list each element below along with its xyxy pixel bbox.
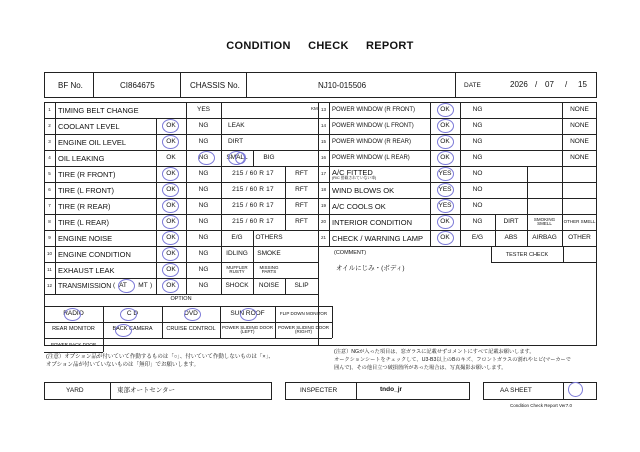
check-ng[interactable]: NG <box>198 201 209 209</box>
check-ng[interactable]: NG <box>198 137 209 145</box>
date-year[interactable]: 2026 <box>510 80 528 89</box>
bf-label: BF No. <box>58 81 83 90</box>
check-ng[interactable]: NG <box>198 153 209 161</box>
note-right-1: (注意）NGが入った項目は、窓ガラスに記載せずコメントにすべて記載お願いします。 <box>334 349 535 355</box>
check-ok[interactable]: OK <box>440 137 450 145</box>
check-ok[interactable]: OK <box>166 281 176 289</box>
transmission-mt[interactable]: MT <box>138 281 148 289</box>
extra-option-2[interactable]: SMOKING SMELL <box>533 216 556 226</box>
check-ng[interactable]: NG <box>472 105 483 113</box>
row-label: TRANSMISSION <box>58 283 112 290</box>
extra-option-2[interactable]: MISSING PARTS <box>259 264 279 274</box>
row-number: 18 <box>320 186 326 192</box>
row-number: 10 <box>46 250 52 256</box>
aa-sheet-label: AA SHEET <box>500 387 532 394</box>
check-none[interactable]: NONE <box>570 153 589 161</box>
check-ng[interactable]: E/G <box>471 233 484 241</box>
row-label: TIRE (R REAR) <box>58 202 111 211</box>
check-ok[interactable]: OK <box>166 169 176 177</box>
row-number: 21 <box>320 234 326 240</box>
date-sep-1: / <box>535 80 538 89</box>
check-none[interactable]: NONE <box>570 105 589 113</box>
check-ng[interactable]: NG <box>198 217 209 225</box>
check-ng[interactable]: NG <box>472 217 483 225</box>
check-none[interactable]: NONE <box>570 121 589 129</box>
selected-mark <box>162 135 179 149</box>
selected-mark <box>437 215 454 229</box>
check-ng[interactable]: NG <box>472 153 483 161</box>
date-month[interactable]: 07 <box>545 80 554 89</box>
check-ng[interactable]: NO <box>472 185 483 193</box>
row-label: POWER WINDOW (R FRONT) <box>332 107 415 113</box>
version-text: Condition Check Report Ver7.0 <box>510 403 573 408</box>
selected-mark <box>162 247 179 261</box>
tire-rft[interactable]: RFT <box>295 185 308 193</box>
grid-line-h <box>318 246 597 247</box>
check-ok[interactable]: OK <box>440 217 450 225</box>
yard-value[interactable]: 東部オートセンター <box>117 387 176 394</box>
row-number: 8 <box>48 218 51 224</box>
selected-mark <box>120 308 137 321</box>
selected-mark <box>162 279 179 293</box>
note-left-1: (注意）オプション品が付いていて作動するものは「○」、付いていて作動しないものは「×」、 <box>46 354 274 360</box>
selected-mark <box>437 231 454 245</box>
grid-line-h <box>44 352 103 353</box>
row-label: OIL LEAKING <box>58 154 105 163</box>
row-number: 15 <box>320 138 326 144</box>
extra-option-2[interactable]: AIRBAG <box>532 233 557 241</box>
bf-value[interactable]: CI864675 <box>120 81 155 90</box>
row-number: 7 <box>48 202 51 208</box>
page-title: CONDITION CHECK REPORT <box>226 40 414 52</box>
paren: ) <box>150 282 153 289</box>
date-sep-2: / <box>565 80 568 89</box>
check-ok[interactable]: OK <box>166 185 176 193</box>
check-ng[interactable]: NG <box>198 265 209 273</box>
comment-text[interactable]: オイルにじみ・(ボディ) <box>336 265 405 272</box>
selected-mark <box>235 152 246 164</box>
row-number: 5 <box>48 170 51 176</box>
note-right-2: オークションシートをチェックして、U3-B3以上のBのキズ、フロントガラスの割れやヒビ(マーカーで <box>334 357 571 363</box>
row-number: 4 <box>48 154 51 160</box>
check-ng[interactable]: NG <box>472 137 483 145</box>
extra-option-1[interactable]: E/G <box>231 233 243 241</box>
extra-option-2[interactable]: SMOKE <box>257 249 281 257</box>
row-label: POWER WINDOW (R REAR) <box>332 139 411 145</box>
row-label: INTERIOR CONDITION <box>332 218 412 227</box>
extra-option-2[interactable]: OTHERS <box>255 233 283 241</box>
row-number: 1 <box>48 106 51 112</box>
check-ok[interactable]: OK <box>166 249 176 257</box>
row-number: 17 <box>320 170 326 176</box>
selected-mark <box>115 324 132 337</box>
row-number: 6 <box>48 186 51 192</box>
grid-line-v <box>103 338 104 352</box>
selected-mark <box>437 199 454 213</box>
row-sublabel: (R/C 搭載されていない車) <box>332 176 377 180</box>
option-item[interactable]: DVD <box>184 309 198 317</box>
tester-check-label: TESTER CHECK <box>505 252 549 259</box>
note-right-3: 囲んで)、その他目立つ破損箇所があった場合は、写真撮影お願いします。 <box>334 365 507 371</box>
row-label: EXHAUST LEAK <box>58 266 115 275</box>
extra-option[interactable]: LEAK <box>228 122 245 129</box>
check-ok[interactable]: OK <box>440 121 450 129</box>
selected-mark <box>437 167 454 181</box>
option-label: OPTION <box>170 296 192 303</box>
grid-line-v <box>329 102 330 246</box>
selected-mark <box>118 279 135 293</box>
selected-mark <box>162 199 179 213</box>
option-item[interactable]: CRUISE CONTROL <box>166 326 216 333</box>
check-ok[interactable]: YES <box>438 201 452 209</box>
row-label: POWER WINDOW (L FRONT) <box>332 123 414 129</box>
inspector-label: INSPECTER <box>300 387 338 394</box>
yard-label: YARD <box>66 387 84 394</box>
check-ng[interactable]: NO <box>472 169 483 177</box>
date-day[interactable]: 15 <box>578 80 587 89</box>
check-ng[interactable]: NG <box>198 121 209 129</box>
row-label: A/C FITTED <box>332 168 373 177</box>
row-number: 9 <box>48 234 51 240</box>
grid-line-v <box>563 246 564 262</box>
row-label: TIRE (L REAR) <box>58 218 109 227</box>
selected-mark <box>198 151 215 165</box>
row-number: 11 <box>47 266 52 272</box>
row-number: 2 <box>48 122 51 128</box>
extra-option-1[interactable]: IDLING <box>226 249 248 257</box>
check-ng[interactable]: NG <box>198 169 209 177</box>
extra-option-3[interactable]: OTHER SMELL <box>563 218 596 224</box>
row-number: 19 <box>320 202 326 208</box>
check-ok[interactable]: YES <box>438 185 452 193</box>
chassis-label: CHASSIS No. <box>190 81 240 90</box>
row-label: TIRE (L FRONT) <box>58 186 114 195</box>
selected-mark <box>437 103 454 117</box>
tire-size[interactable]: 215 / 60 R 17 <box>232 201 274 209</box>
row-number: 16 <box>320 154 326 160</box>
grid-line-v <box>332 306 333 338</box>
option-item[interactable]: POWER SLIDING DOOR (RIGHT) <box>277 324 329 334</box>
check-ok[interactable]: OK <box>166 201 176 209</box>
check-ng[interactable]: NG <box>198 185 209 193</box>
inspector-value[interactable]: tndo_jr <box>380 386 403 393</box>
tire-size[interactable]: 215 / 60 R 17 <box>232 169 274 177</box>
tire-rft[interactable]: RFT <box>295 217 308 225</box>
extra-option-2[interactable]: NOISE <box>258 281 280 289</box>
option-item[interactable]: SUN ROOF <box>230 309 265 317</box>
check-ok[interactable]: OK <box>166 265 176 273</box>
row-number: 14 <box>320 122 326 128</box>
selected-mark <box>184 308 201 321</box>
selected-mark <box>437 151 454 165</box>
grid-line-v <box>55 102 56 294</box>
comment-label: (COMMENT) <box>334 250 367 256</box>
tire-rft[interactable]: RFT <box>295 201 308 209</box>
extra-option-1[interactable]: SMALL <box>226 153 248 161</box>
aa-sheet-mark[interactable] <box>568 382 583 397</box>
row-label: COOLANT LEVEL <box>58 122 120 131</box>
extra-option[interactable]: DIRT <box>228 138 244 145</box>
check-ok[interactable]: OK <box>166 121 176 129</box>
check-ng[interactable]: NO <box>472 201 483 209</box>
option-item[interactable]: POWER SLIDING DOOR (LEFT) <box>221 324 273 334</box>
option-item[interactable]: RADIO <box>63 309 84 317</box>
check-ng[interactable]: NG <box>198 233 209 241</box>
extra-option-3[interactable]: OTHER <box>568 233 591 241</box>
check-ng[interactable]: NG <box>198 249 209 257</box>
tire-rft[interactable]: RFT <box>295 169 308 177</box>
selected-mark <box>437 119 454 133</box>
row-number: 13 <box>320 106 326 112</box>
check-ok[interactable]: OK <box>440 233 450 241</box>
option-item[interactable]: REAR MONITOR <box>52 326 95 333</box>
note-left-2: オプション品が付いていないものは「無印」でお願いします。 <box>46 362 200 368</box>
paren: ( <box>113 282 116 289</box>
selected-mark <box>64 308 81 321</box>
check-ok[interactable]: OK <box>166 233 176 241</box>
check-ng[interactable]: NG <box>198 281 209 289</box>
extra-option-3[interactable]: SLIP <box>294 281 309 289</box>
extra-option-2[interactable]: BIG <box>263 153 275 161</box>
row-label: ENGINE NOISE <box>58 234 113 243</box>
check-ng[interactable]: NG <box>472 121 483 129</box>
selected-mark <box>437 183 454 197</box>
check-none[interactable]: NONE <box>570 137 589 145</box>
row-label: TIMING BELT CHANGE <box>58 106 139 115</box>
tire-size[interactable]: 215 / 60 R 17 <box>232 217 274 225</box>
check-yes[interactable]: YES <box>196 105 210 113</box>
check-ok[interactable]: YES <box>438 169 452 177</box>
row-label: CHECK / WARNING LAMP <box>332 234 423 243</box>
selected-mark <box>162 167 179 181</box>
grid-line-v <box>318 294 319 306</box>
check-ok[interactable]: OK <box>440 153 450 161</box>
row-number: 12 <box>46 282 52 288</box>
selected-mark <box>162 183 179 197</box>
check-ok[interactable]: OK <box>166 217 176 225</box>
row-number: 20 <box>320 218 326 224</box>
extra-option-1[interactable]: DIRT <box>503 217 519 225</box>
option-item[interactable]: FLIP DOWN MONITOR <box>279 310 328 316</box>
km-label: KM <box>311 106 318 111</box>
selected-mark <box>240 308 257 321</box>
extra-option-1[interactable]: SHOCK <box>225 281 249 289</box>
chassis-value[interactable]: NJ10-015506 <box>318 81 367 90</box>
row-label: ENGINE OIL LEVEL <box>58 138 127 147</box>
row-label: WIND BLOWS OK <box>332 186 395 195</box>
selected-mark <box>437 135 454 149</box>
extra-option-1[interactable]: MUFFLER RUSTY <box>226 264 248 274</box>
selected-mark <box>162 215 179 229</box>
row-label: POWER WINDOW (L REAR) <box>332 155 410 161</box>
transmission-at[interactable]: AT <box>119 281 127 289</box>
row-label: ENGINE CONDITION <box>58 250 131 259</box>
check-ok[interactable]: OK <box>440 105 450 113</box>
option-item[interactable]: C D <box>126 309 139 317</box>
check-ok[interactable]: OK <box>166 153 176 161</box>
option-item[interactable]: BACK CAMERA <box>112 326 153 333</box>
row-number: 3 <box>48 138 51 144</box>
date-label: DATE <box>464 82 481 89</box>
selected-mark <box>162 263 179 277</box>
row-label: TIRE (R FRONT) <box>58 170 116 179</box>
extra-option-1[interactable]: ABS <box>504 233 518 241</box>
selected-mark <box>162 119 179 133</box>
check-ok[interactable]: OK <box>166 137 176 145</box>
selected-mark <box>162 231 179 245</box>
tire-size[interactable]: 215 / 60 R 17 <box>232 185 274 193</box>
option-item[interactable]: POWER BACK DOOR <box>50 341 97 347</box>
row-label: A/C COOLS OK <box>332 202 386 211</box>
